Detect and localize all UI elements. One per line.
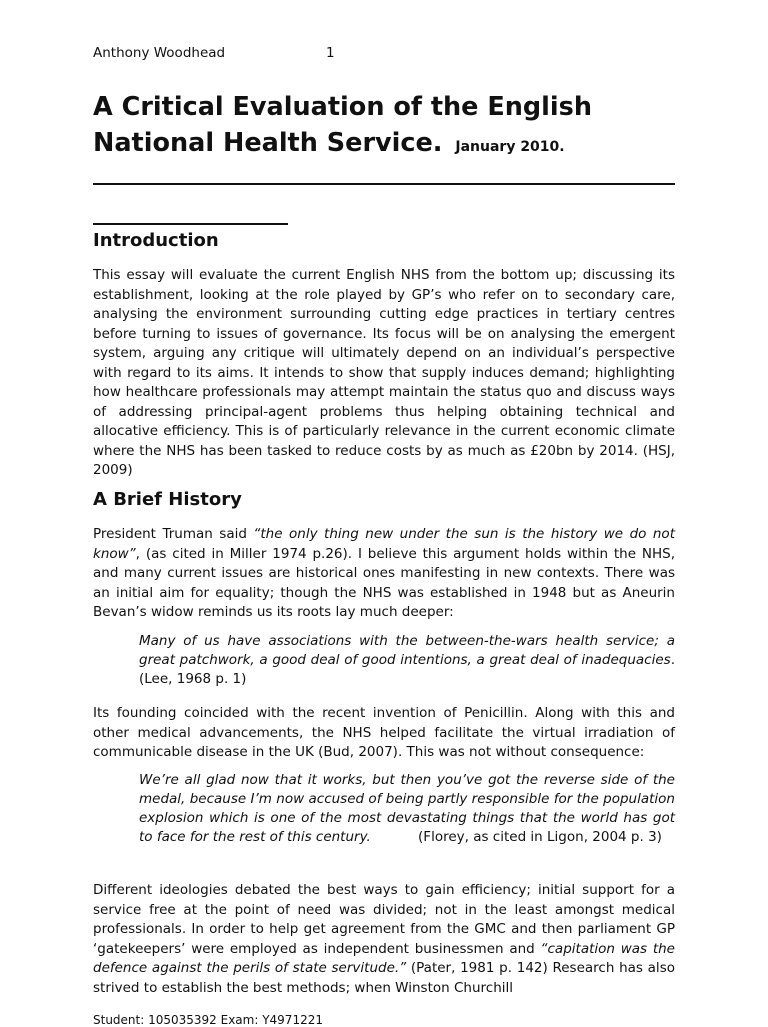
title-main: A Critical Evaluation of the English National Health Service.: [93, 92, 592, 158]
title-underline-rule: [93, 183, 675, 185]
history-paragraph-penicillin: Its founding coincided with the recent invention of Penicillin. Along with this and other medical advancements, the NHS helped facilitate the virtual irradiation of communicable disease in the UK (Bud, 2007). This was not without consequence:: [93, 705, 675, 760]
truman-quote: “the only thing new under the sun is the history we do not know”: [93, 526, 675, 562]
title-underline-rule-short: [93, 223, 288, 225]
page-number: 1: [326, 45, 335, 61]
author-name: Anthony Woodhead: [93, 45, 226, 61]
capitation-quote: “capitation was the defence against the perils of state servitude.”: [93, 940, 675, 976]
truman-intro-text: President Truman said: [93, 526, 254, 542]
document-title: [93, 89, 683, 165]
block-quote-florey: [139, 771, 675, 847]
quote-text: We’re all glad now that it works, but then you’ve got the reverse side of the medal, because I’m now accused of being partly responsible for the population explosion which is one of the most devastating things that the world has got to face for the rest of this century.: [139, 772, 675, 845]
block-quote-bevan-widow: [139, 632, 675, 689]
quote-text: Many of us have associations with the between-the-wars health service; a great patchwork, a good deal of good intentions, a great deal of inadequacies: [139, 633, 675, 668]
truman-after-text: , (as cited in Miller 1974 p.26). I believe this argument holds within the NHS, and many current issues are historical ones manifesting in new contexts. There was an initial aim for equality; though the NHS was established in 1948 but as Aneurin Bevan’s widow reminds us its roots lay much deeper:: [93, 545, 675, 620]
quote-citation: (Florey, as cited in Ligon, 2004 p. 3): [418, 829, 662, 845]
heading-introduction: Introduction: [93, 230, 219, 251]
history-paragraph-truman: [93, 525, 675, 623]
quote-citation: . (Lee, 1968 p. 1): [139, 652, 675, 687]
introduction-paragraph: This essay will evaluate the current English NHS from the bottom up; discussing its establishment, looking at the role played by GP’s who refer on to secondary care, analysing the environment surrounding cutting edge practices in tertiary centres before turning to issues of governance. Its focus will be on analysing the emergent system, arguing any critique will ultimately depend on an individual’s perspective with regard to its aims. It intends to show that supply induces demand; highlighting how healthcare professionals may attempt maintain the status quo and discuss ways of addressing principal-agent problems thus helping obtaining technical and allocative efficiency. This is of particularly relevance in the current economic climate where the NHS has been tasked to reduce costs by as much as £20bn by 2014. (HSJ, 2009): [93, 267, 675, 478]
ideologies-after-text: (Pater, 1981 p. 142) Research has also strived to establish the best methods; when Winston Churchill: [93, 960, 675, 996]
ideologies-text: Different ideologies debated the best ways to gain efficiency; initial support for a service free at the point of need was divided; not in the least amongst medical professionals. In order to help get agreement from the GMC and then parliament GP ‘gatekeepers’ were employed as independent businessmen and: [93, 882, 675, 957]
page-footer: Student: 105035392 Exam: Y4971221: [93, 1013, 323, 1027]
title-date: January 2010.: [455, 139, 565, 155]
heading-brief-history: A Brief History: [93, 489, 242, 510]
history-paragraph-ideologies: [93, 881, 675, 998]
